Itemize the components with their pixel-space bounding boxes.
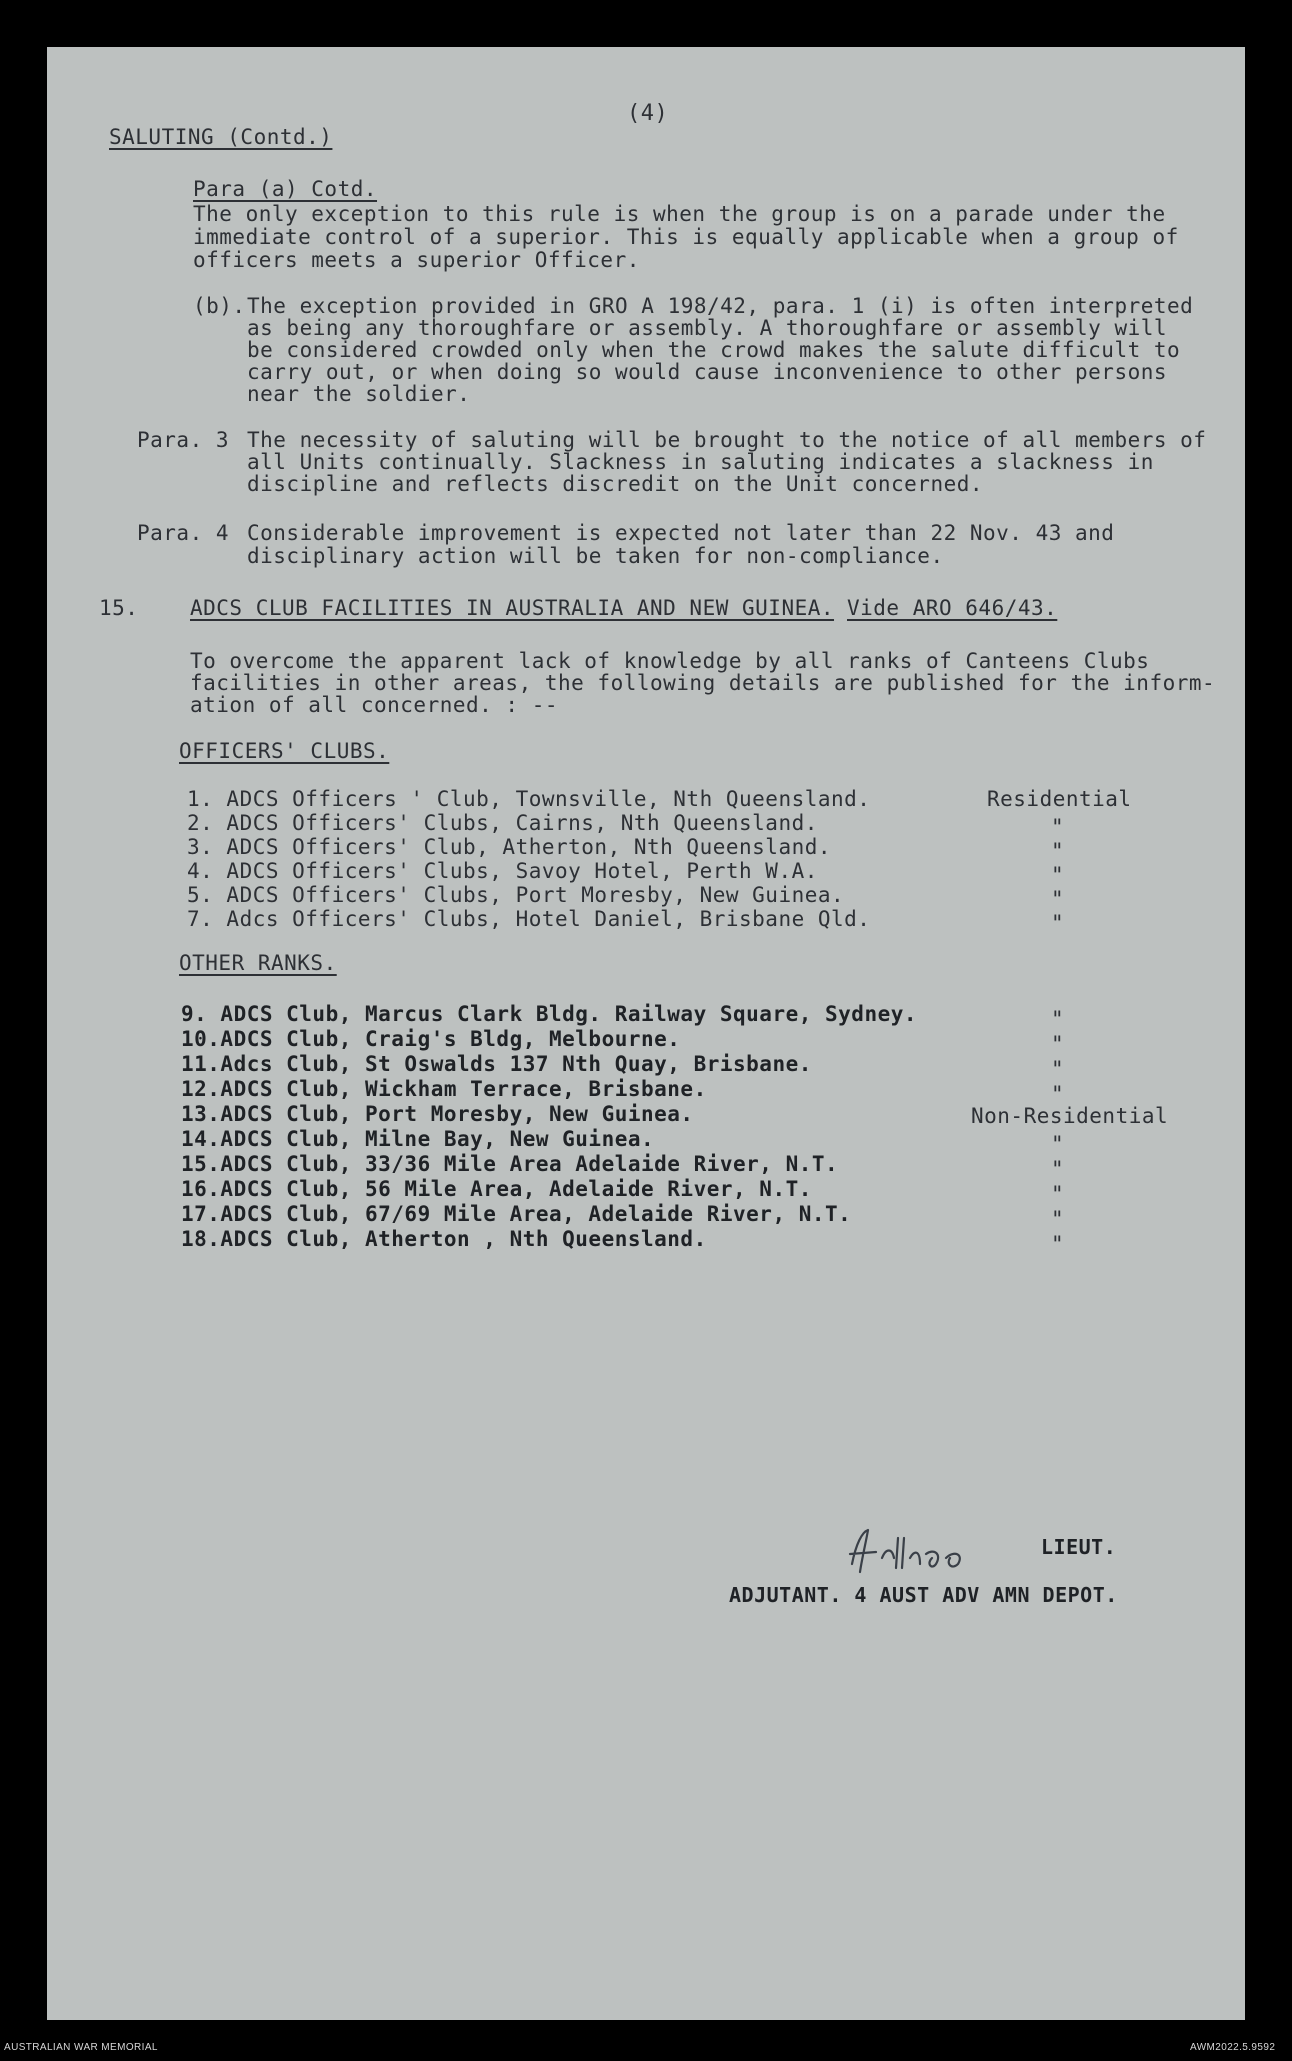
club-status: " xyxy=(1051,1182,1065,1206)
page-number: (4) xyxy=(627,101,669,126)
para-a-line: immediate control of a superior. This is equally applicable when a group of xyxy=(193,225,1179,249)
list-item: 4. ADCS Officers' Clubs, Savoy Hotel, Perth W.A. xyxy=(187,859,818,883)
other-ranks-heading: OTHER RANKS. xyxy=(179,951,337,975)
club-status: " xyxy=(1051,1007,1065,1031)
list-item: 12.ADCS Club, Wickham Terrace, Brisbane. xyxy=(181,1077,707,1101)
para-b-line: be considered crowded only when the crowd makes the salute difficult to xyxy=(247,338,1181,362)
officers-heading: OFFICERS' CLUBS. xyxy=(179,739,390,763)
para-b-line: carry out, or when doing so would cause inconvenience to other persons xyxy=(247,360,1168,384)
para4-line: disciplinary action will be taken for non-compliance. xyxy=(247,544,944,568)
signature-rank: LIEUT. xyxy=(1041,1535,1117,1559)
list-item: 13.ADCS Club, Port Moresby, New Guinea. xyxy=(181,1102,694,1126)
para-b-line: The exception provided in GRO A 198/42, para. 1 (i) is often interpreted xyxy=(247,294,1194,318)
club-status: " xyxy=(1051,1032,1065,1056)
para-a-line: The only exception to this rule is when the group is on a parade under the xyxy=(193,202,1166,226)
list-item: 18.ADCS Club, Atherton , Nth Queensland. xyxy=(181,1227,707,1251)
item15-title: ADCS CLUB FACILITIES IN AUSTRALIA AND NEW GUINEA. xyxy=(190,596,835,620)
club-status: " xyxy=(1051,815,1065,839)
club-status: Residential xyxy=(987,787,1132,811)
para-b-label: (b). xyxy=(193,294,246,318)
club-status: " xyxy=(1051,1232,1065,1256)
club-status: " xyxy=(1051,1082,1065,1106)
para3-line: discipline and reflects discredit on the Unit concerned. xyxy=(247,472,984,496)
signature-title: ADJUTANT. 4 AUST ADV AMN DEPOT. xyxy=(729,1583,1118,1607)
list-item: 15.ADCS Club, 33/36 Mile Area Adelaide River, N.T. xyxy=(181,1152,839,1176)
list-item: 9. ADCS Club, Marcus Clark Bldg. Railway Square, Sydney. xyxy=(181,1002,918,1026)
list-item: 16.ADCS Club, 56 Mile Area, Adelaide River, N.T. xyxy=(181,1177,812,1201)
para4-label: Para. 4 xyxy=(137,521,230,545)
club-status: " xyxy=(1051,863,1065,887)
club-status: " xyxy=(1051,1157,1065,1181)
club-status: " xyxy=(1051,1132,1065,1156)
para3-line: The necessity of saluting will be brought to the notice of all members of xyxy=(247,428,1207,452)
list-item: 2. ADCS Officers' Clubs, Cairns, Nth Queensland. xyxy=(187,811,818,835)
club-status: " xyxy=(1051,1207,1065,1231)
para-a-heading: Para (a) Cotd. xyxy=(193,177,378,201)
club-status: " xyxy=(1051,1057,1065,1081)
intro-line: ation of all concerned. : -- xyxy=(190,693,559,717)
para-b-line: as being any thoroughfare or assembly. A thoroughfare or assembly will xyxy=(247,316,1168,340)
handwritten-signature xyxy=(842,1524,1062,1588)
club-status: Non-Residential xyxy=(971,1104,1169,1128)
para-b-line: near the soldier. xyxy=(247,382,471,406)
list-item: 10.ADCS Club, Craig's Bldg, Melbourne. xyxy=(181,1027,681,1051)
club-status: " xyxy=(1051,839,1065,863)
intro-line: To overcome the apparent lack of knowledge by all ranks of Canteens Clubs xyxy=(190,649,1150,673)
para3-label: Para. 3 xyxy=(137,428,230,452)
list-item: 5. ADCS Officers' Clubs, Port Moresby, New Guinea. xyxy=(187,883,845,907)
list-item: 7. Adcs Officers' Clubs, Hotel Daniel, Brisbane Qld. xyxy=(187,907,871,931)
item15-ref: Vide ARO 646/43. xyxy=(847,596,1058,620)
footer-right: AWM2022.5.9592 xyxy=(1190,2042,1276,2053)
list-item: 11.Adcs Club, St Oswalds 137 Nth Quay, Brisbane. xyxy=(181,1052,812,1076)
footer-left: AUSTRALIAN WAR MEMORIAL xyxy=(4,2042,158,2053)
document-page xyxy=(47,47,1245,2020)
list-item: 17.ADCS Club, 67/69 Mile Area, Adelaide River, N.T. xyxy=(181,1202,852,1226)
list-item: 1. ADCS Officers ' Club, Townsville, Nth Queensland. xyxy=(187,787,871,811)
intro-line: facilities in other areas, the following details are published for the inform- xyxy=(190,671,1216,695)
list-item: 3. ADCS Officers' Club, Atherton, Nth Queensland. xyxy=(187,835,832,859)
para-a-line: officers meets a superior Officer. xyxy=(193,248,640,272)
section-title: SALUTING (Contd.) xyxy=(109,125,333,149)
club-status: " xyxy=(1051,911,1065,935)
para3-line: all Units continually. Slackness in saluting indicates a slackness in xyxy=(247,450,1154,474)
list-item: 14.ADCS Club, Milne Bay, New Guinea. xyxy=(181,1127,655,1151)
item15-number: 15. xyxy=(99,596,139,620)
para4-line: Considerable improvement is expected not later than 22 Nov. 43 and xyxy=(247,521,1115,545)
club-status: " xyxy=(1051,887,1065,911)
